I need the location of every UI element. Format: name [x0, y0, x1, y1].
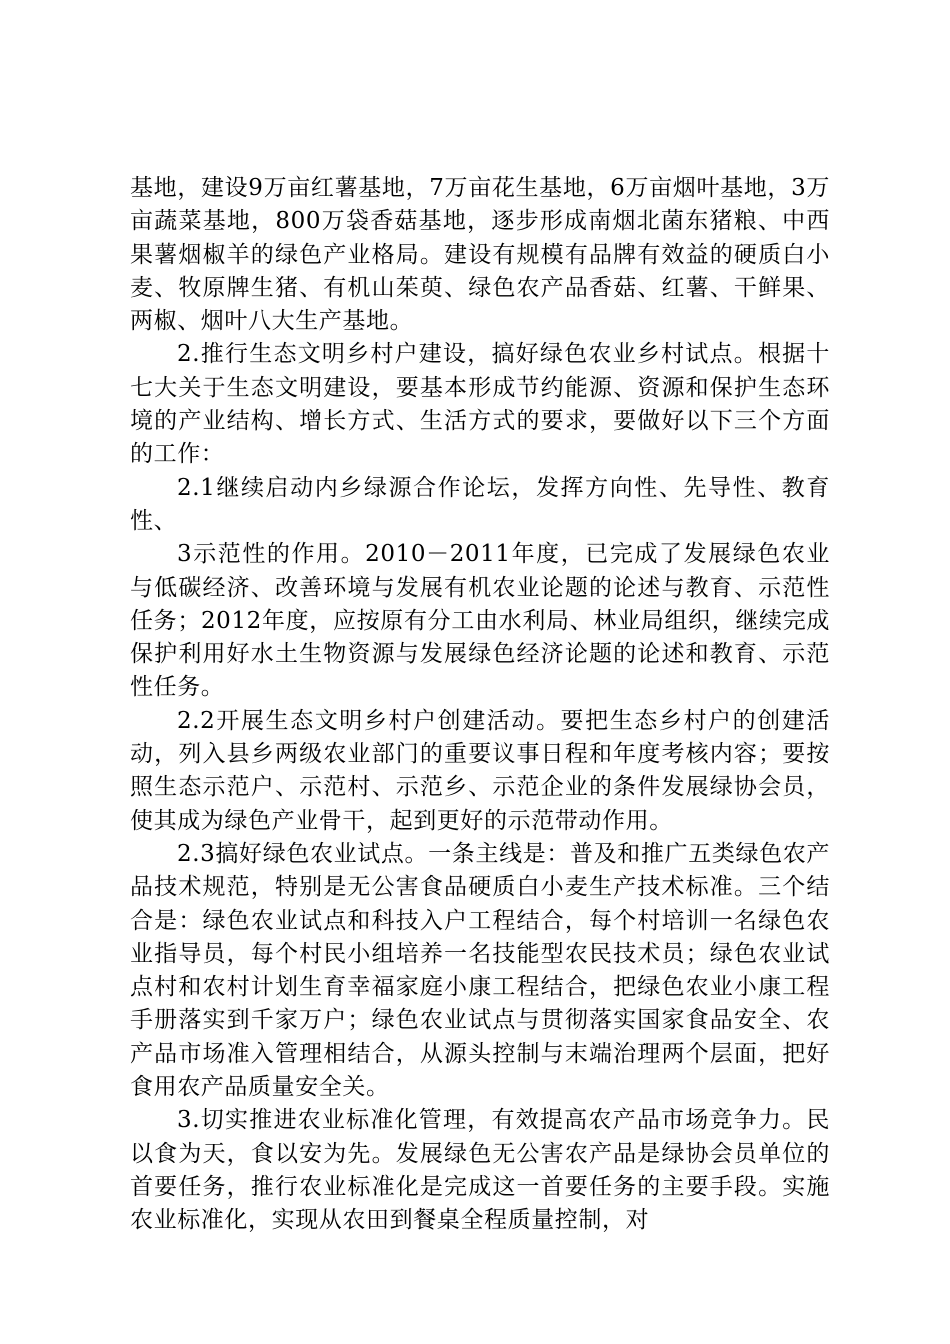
paragraph-section-2-3: 2.3搞好绿色农业试点。一条主线是：普及和推广五类绿色农产品技术规范，特别是无公害食品硬质白小麦生产技术标准。三个结合是：绿色农业试点和科技入户工程结合，每个村培训一名绿色农业指导员，每个村民小组培养一名技能型农民技术员；绿色农业试点村和农村计划生育幸福家庭小康工程结合，把绿色农业小康工程手册落实到千家万户；绿色农业试点与贯彻落实国家食品安全、农产品市场准入管理相结合，从源头控制与末端治理两个层面，把好食用农产品质量安全关。: [130, 840, 830, 1101]
paragraph-section-2-2: 2.2开展生态文明乡村户创建活动。要把生态乡村户的创建活动，列入县乡两级农业部门的重要议事日程和年度考核内容；要按照生态示范户、示范村、示范乡、示范企业的条件发展绿协会员，使其成为绿色产业骨干，起到更好的示范带动作用。: [130, 707, 830, 834]
paragraph-continuation: 基地，建设9万亩红薯基地，7万亩花生基地，6万亩烟叶基地，3万亩蔬菜基地，800万袋香菇基地，逐步形成南烟北菌东猪粮、中西果薯烟椒羊的绿色产业格局。建设有规模有品牌有效益的硬质白小麦、牧原牌生猪、有机山茱萸、绿色农产品香菇、红薯、干鲜果、两椒、烟叶八大生产基地。: [130, 175, 830, 335]
paragraph-section-2: 2.推行生态文明乡村户建设，搞好绿色农业乡村试点。根据十七大关于生态文明建设，要基本形成节约能源、资源和保护生态环境的产业结构、增长方式、生活方式的要求，要做好以下三个方面的工作：: [130, 341, 830, 468]
paragraph-section-3: 3.切实推进农业标准化管理，有效提高农产品市场竞争力。民以食为天，食以安为先。发展绿色无公害农产品是绿协会员单位的首要任务，推行农业标准化是完成这一首要任务的主要手段。实施农业标准化，实现从农田到餐桌全程质量控制，对: [130, 1107, 830, 1234]
paragraph-section-2-1: 2.1继续启动内乡绿源合作论坛，发挥方向性、先导性、教育性、: [130, 474, 830, 534]
document-body: [130, 172, 830, 1238]
paragraph-section-2-1-cont: 3示范性的作用。2010－2011年度，已完成了发展绿色农业与低碳经济、改善环境与发展有机农业论题的论述与教育、示范性任务；2012年度，应按原有分工由水利局、林业局组织，继续完成保护利用好水土生物资源与发展绿色经济论题的论述和教育、示范性任务。: [130, 541, 830, 701]
